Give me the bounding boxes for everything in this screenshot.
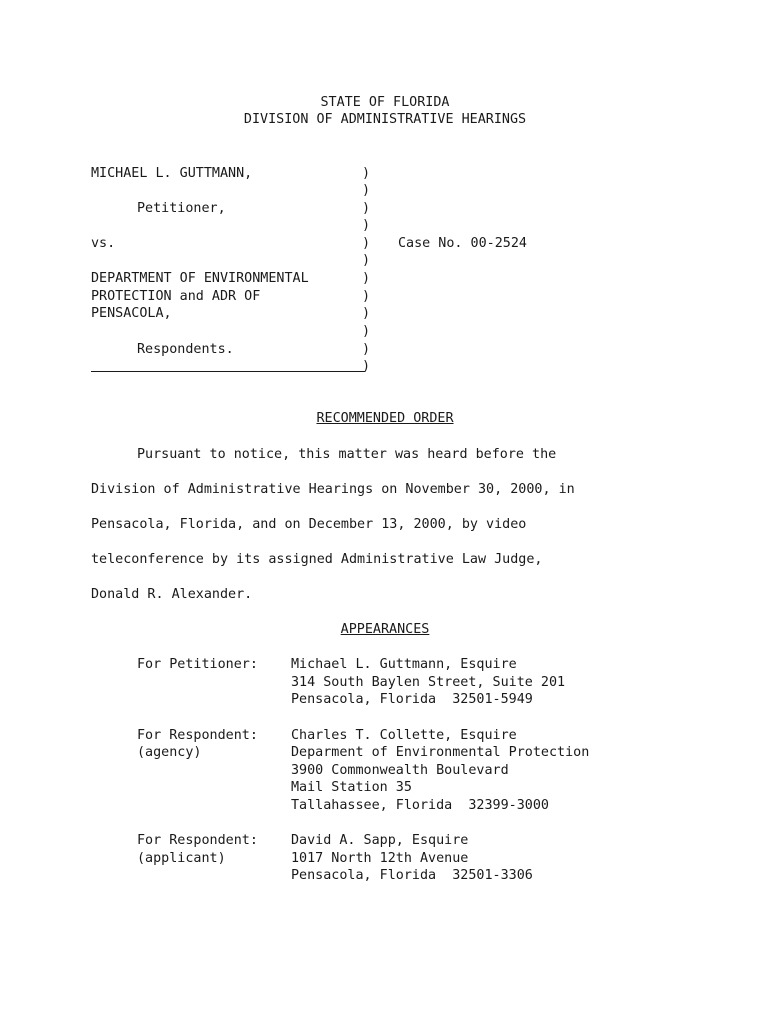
body-line-4: teleconference by its assigned Administrative Law Judge, <box>91 552 543 567</box>
caption-underline <box>91 371 365 372</box>
applicant-appearance-label: For Respondent: <box>137 833 258 848</box>
respondent-line-2: PROTECTION and ADR OF <box>91 289 261 304</box>
respondent-line-3: PENSACOLA, <box>91 306 172 321</box>
agency-appearance-label: For Respondent: <box>137 728 258 743</box>
caption-paren: ) <box>362 324 371 339</box>
versus-text: vs. <box>91 236 116 251</box>
caption-paren: ) <box>362 342 371 357</box>
header-division: DIVISION OF ADMINISTRATIVE HEARINGS <box>243 112 527 127</box>
body-line-3: Pensacola, Florida, and on December 13, 2000, by video <box>91 517 527 532</box>
caption-paren: ) <box>362 271 371 286</box>
agency-counsel-line: Mail Station 35 <box>291 780 412 795</box>
caption-paren: ) <box>362 359 371 374</box>
applicant-counsel-line: Pensacola, Florida 32501-3306 <box>291 868 533 883</box>
caption-paren: ) <box>362 218 371 233</box>
petitioner-counsel-line: 314 South Baylen Street, Suite 201 <box>291 675 566 690</box>
agency-counsel-line: Tallahassee, Florida 32399-3000 <box>291 798 549 813</box>
caption-paren: ) <box>362 201 371 216</box>
caption-paren: ) <box>362 253 371 268</box>
caption-paren: ) <box>362 183 371 198</box>
body-line-2: Division of Administrative Hearings on November 30, 2000, in <box>91 482 575 497</box>
order-title: RECOMMENDED ORDER <box>316 411 454 426</box>
respondent-line-1: DEPARTMENT OF ENVIRONMENTAL <box>91 271 309 286</box>
petitioner-name: MICHAEL L. GUTTMANN, <box>91 166 253 181</box>
applicant-appearance-sublabel: (applicant) <box>137 851 226 866</box>
petitioner-appearance-label: For Petitioner: <box>137 657 258 672</box>
case-number: Case No. 00-2524 <box>398 236 527 251</box>
caption-paren: ) <box>362 236 371 251</box>
petitioner-counsel-line: Pensacola, Florida 32501-5949 <box>291 692 533 707</box>
applicant-counsel-line: David A. Sapp, Esquire <box>291 833 469 848</box>
header-state: STATE OF FLORIDA <box>320 95 450 110</box>
petitioner-label: Petitioner, <box>137 201 226 216</box>
respondents-label: Respondents. <box>137 342 234 357</box>
body-line-5: Donald R. Alexander. <box>91 587 253 602</box>
agency-appearance-sublabel: (agency) <box>137 745 202 760</box>
applicant-counsel-line: 1017 North 12th Avenue <box>291 851 469 866</box>
appearances-title: APPEARANCES <box>340 622 430 637</box>
caption-paren: ) <box>362 306 371 321</box>
agency-counsel-line: Charles T. Collette, Esquire <box>291 728 517 743</box>
petitioner-counsel-line: Michael L. Guttmann, Esquire <box>291 657 517 672</box>
body-line-1: Pursuant to notice, this matter was heard before the <box>137 447 557 462</box>
caption-paren: ) <box>362 289 371 304</box>
agency-counsel-line: Deparment of Environmental Protection <box>291 745 590 760</box>
agency-counsel-line: 3900 Commonwealth Boulevard <box>291 763 509 778</box>
caption-paren: ) <box>362 166 371 181</box>
